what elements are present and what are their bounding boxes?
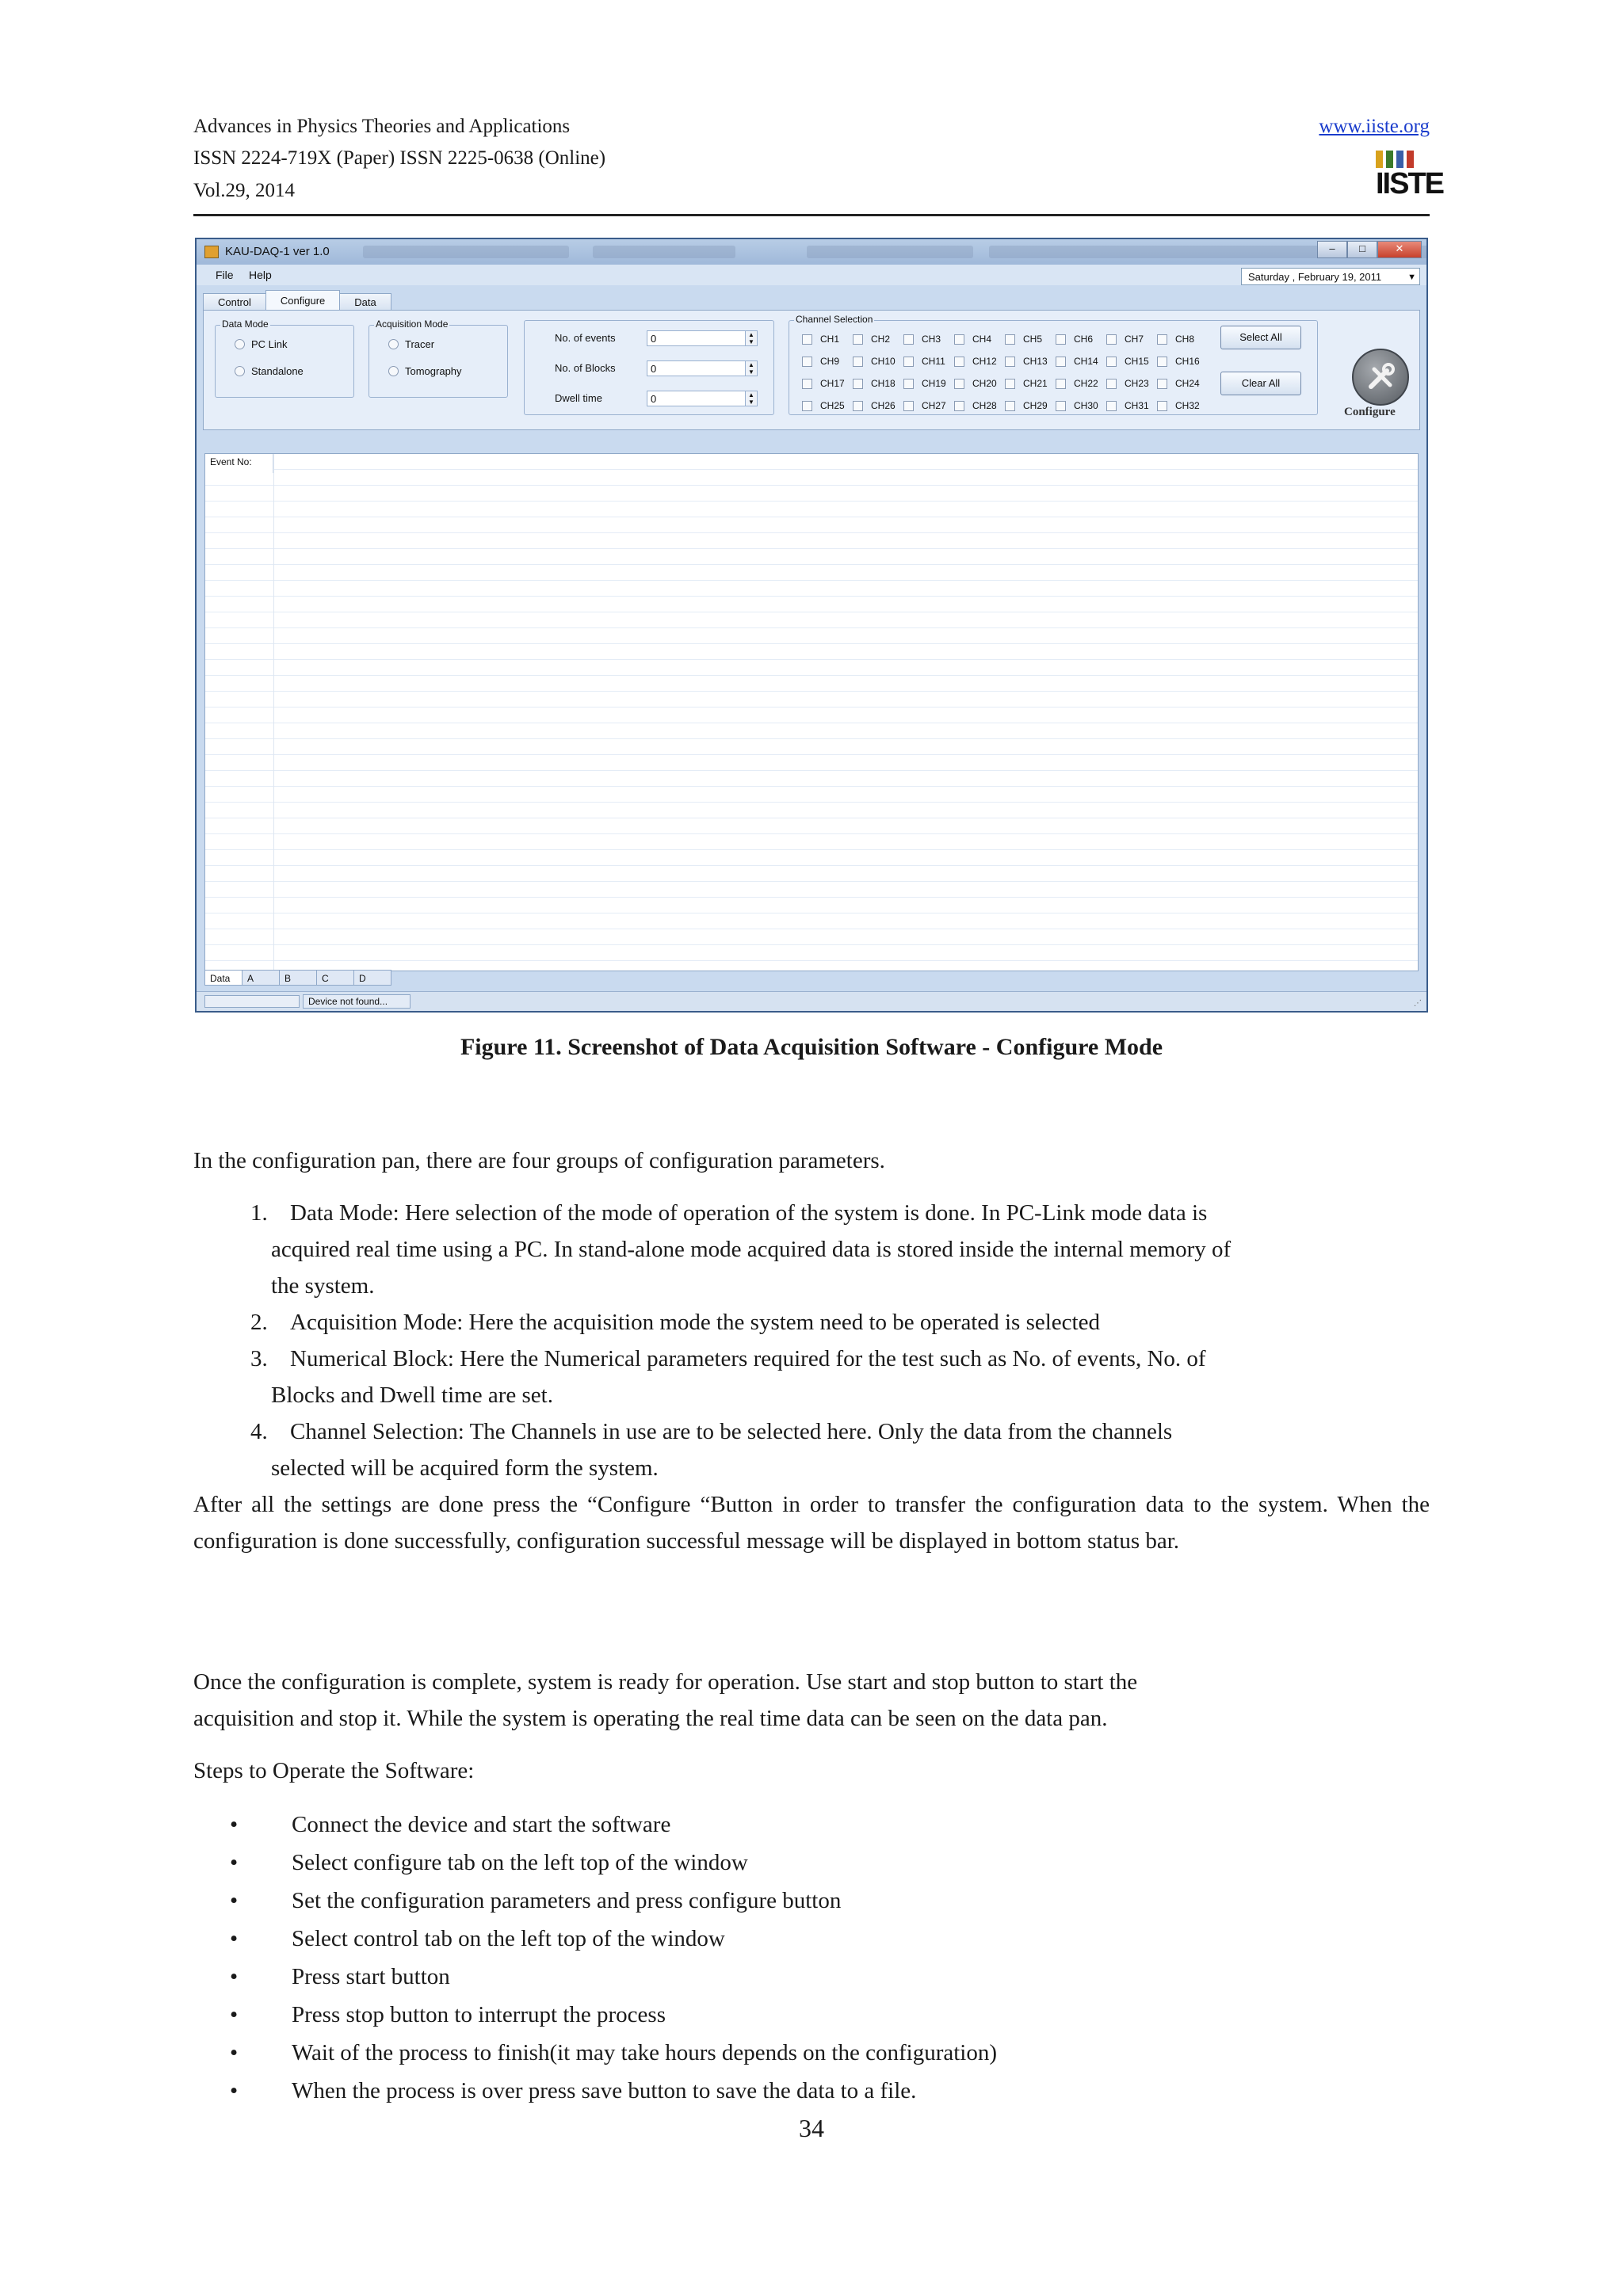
no-events-value: 0 — [651, 333, 657, 345]
issn-line: ISSN 2224-719X (Paper) ISSN 2225-0638 (Online) — [193, 147, 606, 169]
checkbox-icon — [903, 401, 914, 411]
channel-label: CH21 — [1023, 378, 1048, 389]
checkbox-icon — [802, 334, 812, 345]
channel-label: CH17 — [820, 378, 845, 389]
radio-icon — [235, 339, 245, 349]
checkbox-icon — [853, 379, 863, 389]
checkbox-icon — [1005, 379, 1015, 389]
channel-checkbox[interactable] — [1106, 354, 1157, 368]
channel-label: CH32 — [1175, 400, 1200, 411]
checkbox-icon — [802, 357, 812, 367]
channel-checkbox[interactable] — [853, 399, 903, 413]
channel-label: CH4 — [972, 334, 992, 345]
configure-label: Configure — [1344, 406, 1396, 418]
channel-checkbox[interactable] — [1157, 376, 1208, 391]
checkbox-icon — [802, 401, 812, 411]
step-text: Select configure tab on the left top of the window — [292, 1850, 748, 1875]
list-item — [250, 1413, 1423, 1486]
tab-configure[interactable]: Configure — [265, 290, 340, 311]
checkbox-icon — [1005, 357, 1015, 367]
channel-checkbox[interactable] — [954, 399, 1005, 413]
radio-tomography[interactable] — [388, 365, 462, 377]
list-text: acquired real time using a PC. In stand-alone mode acquired data is stored inside the internal memory of — [271, 1237, 1232, 1262]
radio-label: Tracer — [405, 338, 435, 350]
channel-label: CH16 — [1175, 356, 1200, 367]
checkbox-icon — [1056, 379, 1066, 389]
tab-data[interactable]: Data — [339, 293, 391, 311]
channel-label: CH24 — [1175, 378, 1200, 389]
app-icon — [204, 246, 219, 258]
channel-label: CH11 — [922, 356, 945, 367]
step-text: Press stop button to interrupt the process — [292, 2002, 666, 2027]
channel-checkbox[interactable] — [1005, 332, 1056, 346]
list-item — [250, 1341, 1423, 1413]
channel-label: CH22 — [1074, 378, 1098, 389]
checkbox-icon — [903, 357, 914, 367]
channel-label: CH19 — [922, 378, 946, 389]
radio-icon — [388, 366, 399, 376]
checkbox-icon — [1005, 401, 1015, 411]
radio-label: PC Link — [251, 338, 288, 350]
window-title: KAU-DAQ-1 ver 1.0 — [225, 245, 330, 258]
spinner-icon[interactable]: ▲ ▼ — [745, 331, 757, 345]
channel-checkbox[interactable] — [853, 376, 903, 391]
radio-standalone[interactable] — [235, 365, 304, 377]
radio-icon — [235, 366, 245, 376]
channel-checkbox[interactable] — [1106, 376, 1157, 391]
bullet-icon: • — [230, 1850, 239, 1875]
resize-grip-icon[interactable]: ⋰ — [1414, 999, 1422, 1008]
bottom-tab-d[interactable]: D — [353, 970, 391, 986]
bottom-tab-a[interactable]: A — [242, 970, 280, 986]
configure-button[interactable] — [1352, 349, 1409, 406]
checkbox-icon — [903, 379, 914, 389]
operation-paragraph-line: acquisition and stop it. While the system is operating the real time data can be seen on the data pan. — [193, 1706, 1108, 1731]
bottom-tab-c[interactable]: C — [316, 970, 354, 986]
channel-checkbox[interactable] — [802, 376, 853, 391]
bottom-tab-b[interactable]: B — [279, 970, 317, 986]
spinner-icon[interactable]: ▲ ▼ — [745, 391, 757, 406]
step-text: Connect the device and start the software — [292, 1812, 671, 1837]
checkbox-icon — [954, 379, 964, 389]
grid-column-divider — [273, 454, 274, 971]
radio-tracer[interactable] — [388, 338, 434, 350]
list-item — [230, 2035, 997, 2071]
checkbox-icon — [1106, 357, 1117, 367]
checkbox-icon — [1157, 357, 1167, 367]
list-text: Numerical Block: Here the Numerical parameters required for the test such as No. of events, No. of — [290, 1346, 1206, 1371]
channel-checkbox[interactable] — [954, 332, 1005, 346]
checkbox-icon — [802, 379, 812, 389]
step-text: Wait of the process to finish(it may take hours depends on the configuration) — [292, 2040, 997, 2065]
list-item — [230, 1806, 670, 1843]
checkbox-icon — [853, 357, 863, 367]
list-item — [230, 1882, 841, 1919]
channel-label: CH7 — [1125, 334, 1144, 345]
status-bar — [197, 991, 1426, 1011]
list-item — [230, 1997, 666, 2033]
bullet-icon: • — [230, 1812, 239, 1837]
list-item — [250, 1304, 1423, 1341]
channel-label: CH2 — [871, 334, 891, 345]
tab-control[interactable]: Control — [203, 293, 266, 311]
checkbox-icon — [853, 401, 863, 411]
channel-label: CH9 — [820, 356, 840, 367]
acquisition-mode-group — [369, 318, 508, 398]
volume-line: Vol.29, 2014 — [193, 180, 296, 201]
list-text: Channel Selection: The Channels in use are to be selected here. Only the data from the channels — [290, 1419, 1173, 1444]
list-text: the system. — [271, 1273, 375, 1299]
channel-label: CH15 — [1125, 356, 1149, 367]
numeric-group — [524, 320, 774, 415]
step-text: Select control tab on the left top of the window — [292, 1926, 725, 1951]
channel-checkbox[interactable] — [903, 399, 954, 413]
page-number: 34 — [799, 2114, 824, 2142]
no-events-field[interactable] — [647, 330, 758, 346]
channel-label: CH31 — [1125, 400, 1149, 411]
data-mode-title: Data Mode — [222, 318, 269, 330]
channel-label: CH23 — [1125, 378, 1149, 389]
channel-checkbox[interactable] — [1157, 354, 1208, 368]
no-blocks-value: 0 — [651, 363, 657, 375]
dwell-time-label: Dwell time — [555, 392, 602, 404]
channel-label: CH29 — [1023, 400, 1048, 411]
minimize-icon[interactable]: – — [1317, 241, 1347, 258]
step-text: Press start button — [292, 1964, 450, 1989]
after-settings-paragraph: After all the settings are done press the “Configure “Button in order to transfer the configuration data to the system. When the configuration is done successfully, configuration successful message will be displayed in bottom status bar. — [193, 1492, 1430, 1554]
list-text: Blocks and Dwell time are set. — [271, 1383, 553, 1408]
logo-bars — [1376, 147, 1428, 168]
main-tabs — [203, 290, 391, 311]
checkbox-icon — [903, 334, 914, 345]
status-progress-bar — [204, 995, 300, 1008]
checkbox-icon — [1056, 357, 1066, 367]
list-number: 3. — [250, 1346, 268, 1371]
select-all-button[interactable]: Select All — [1220, 326, 1301, 349]
date-value: Saturday , February 19, 2011 — [1248, 271, 1382, 283]
channel-label: CH27 — [922, 400, 946, 411]
checkbox-icon — [1106, 334, 1117, 345]
channel-checkbox[interactable] — [1056, 399, 1106, 413]
channel-checkbox[interactable] — [903, 332, 954, 346]
radio-label: Tomography — [405, 365, 462, 377]
channel-checkbox[interactable] — [1106, 332, 1157, 346]
spinner-icon[interactable]: ▲ ▼ — [745, 361, 757, 376]
journal-title: Advances in Physics Theories and Applications — [193, 116, 571, 137]
channel-checkbox[interactable] — [1157, 399, 1208, 413]
channel-label: CH14 — [1074, 356, 1098, 367]
channel-checkbox[interactable] — [802, 332, 853, 346]
step-text: When the process is over press save button to save the data to a file. — [292, 2078, 917, 2103]
dwell-time-value: 0 — [651, 393, 657, 405]
list-text: Acquisition Mode: Here the acquisition mode the system need to be operated is selected — [290, 1310, 1100, 1335]
window-controls — [1317, 241, 1422, 258]
bottom-tabs — [204, 970, 391, 987]
list-item — [230, 2073, 916, 2109]
channel-checkbox[interactable] — [1005, 376, 1056, 391]
channel-checkbox[interactable] — [802, 354, 853, 368]
channel-label: CH12 — [972, 356, 997, 367]
bullet-icon: • — [230, 1964, 239, 1989]
list-number: 1. — [250, 1200, 268, 1226]
channel-label: CH1 — [820, 334, 840, 345]
channel-grid — [802, 332, 1208, 413]
tools-icon — [1365, 361, 1396, 393]
channel-label: CH20 — [972, 378, 997, 389]
step-text: Set the configuration parameters and press configure button — [292, 1888, 842, 1913]
channel-label: CH13 — [1023, 356, 1048, 367]
menu-help[interactable]: Help — [249, 269, 272, 281]
checkbox-icon — [1157, 334, 1167, 345]
maximize-icon[interactable]: □ — [1347, 241, 1377, 258]
checkbox-icon — [954, 401, 964, 411]
channel-checkbox[interactable] — [1056, 332, 1106, 346]
radio-icon — [388, 339, 399, 349]
clear-all-button[interactable]: Clear All — [1220, 372, 1301, 395]
daq-window-screenshot — [195, 238, 1428, 1013]
channel-checkbox[interactable] — [853, 354, 903, 368]
radio-pc-link[interactable] — [235, 338, 288, 350]
channel-checkbox[interactable] — [954, 354, 1005, 368]
event-no-column-header[interactable]: Event No: — [205, 454, 273, 473]
menu-file[interactable]: File — [216, 269, 234, 281]
checkbox-icon — [1056, 401, 1066, 411]
list-text: Data Mode: Here selection of the mode of operation of the system is done. In PC-Link mode data is — [290, 1200, 1208, 1226]
checkbox-icon — [1157, 401, 1167, 411]
list-item — [230, 1958, 450, 1995]
no-blocks-field[interactable] — [647, 360, 758, 376]
channel-checkbox[interactable] — [903, 376, 954, 391]
channel-label: CH3 — [922, 334, 941, 345]
iiste-logo: IISTE — [1376, 147, 1428, 203]
list-item — [250, 1195, 1423, 1304]
channel-selection-group — [789, 314, 1318, 415]
chevron-down-icon: ▼ — [1407, 273, 1416, 282]
channel-checkbox[interactable] — [903, 354, 954, 368]
channel-label: CH10 — [871, 356, 896, 367]
no-blocks-label: No. of Blocks — [555, 362, 616, 374]
bullet-icon: • — [230, 1888, 239, 1913]
channel-checkbox[interactable] — [1157, 332, 1208, 346]
checkbox-icon — [1106, 401, 1117, 411]
header-rule — [193, 214, 1430, 216]
bullet-icon: • — [230, 2078, 239, 2103]
channel-label: CH25 — [820, 400, 845, 411]
channel-label: CH28 — [972, 400, 997, 411]
channel-label: CH18 — [871, 378, 896, 389]
close-icon[interactable]: ✕ — [1377, 241, 1422, 258]
steps-title: Steps to Operate the Software: — [193, 1758, 475, 1783]
channel-label: CH6 — [1074, 334, 1094, 345]
list-text: selected will be acquired form the system. — [271, 1455, 659, 1481]
checkbox-icon — [954, 357, 964, 367]
event-data-grid[interactable] — [204, 453, 1419, 971]
channel-checkbox[interactable] — [954, 376, 1005, 391]
dwell-time-field[interactable] — [647, 391, 758, 406]
bullet-icon: • — [230, 2002, 239, 2027]
checkbox-icon — [1005, 334, 1015, 345]
operation-paragraph-line: Once the configuration is complete, system is ready for operation. Use start and stop button to start the — [193, 1669, 1138, 1695]
channel-checkbox[interactable] — [853, 332, 903, 346]
channel-selection-title: Channel Selection — [796, 314, 873, 325]
list-number: 2. — [250, 1310, 268, 1335]
checkbox-icon — [853, 334, 863, 345]
data-mode-group — [215, 318, 354, 398]
channel-label: CH5 — [1023, 334, 1043, 345]
date-picker[interactable] — [1241, 268, 1420, 285]
list-number: 4. — [250, 1419, 268, 1444]
checkbox-icon — [954, 334, 964, 345]
channel-checkbox[interactable] — [1056, 354, 1106, 368]
checkbox-icon — [1056, 334, 1066, 345]
acquisition-mode-title: Acquisition Mode — [376, 318, 449, 330]
channel-checkbox[interactable] — [1005, 354, 1056, 368]
channel-checkbox[interactable] — [802, 399, 853, 413]
journal-website-link[interactable]: www.iiste.org — [1319, 116, 1430, 137]
configure-panel — [203, 310, 1420, 430]
channel-label: CH26 — [871, 400, 896, 411]
figure-caption: Figure 11. Screenshot of Data Acquisition Software - Configure Mode — [460, 1034, 1163, 1060]
radio-label: Standalone — [251, 365, 304, 377]
channel-label: CH8 — [1175, 334, 1195, 345]
intro-paragraph: In the configuration pan, there are four groups of configuration parameters. — [193, 1148, 885, 1173]
checkbox-icon — [1106, 379, 1117, 389]
channel-checkbox[interactable] — [1056, 376, 1106, 391]
channel-checkbox[interactable] — [1005, 399, 1056, 413]
channel-label: CH30 — [1074, 400, 1098, 411]
checkbox-icon — [1157, 379, 1167, 389]
window-titlebar — [197, 239, 1426, 265]
bullet-icon: • — [230, 1926, 239, 1951]
no-events-label: No. of events — [555, 332, 616, 344]
list-item — [230, 1920, 725, 1957]
bullet-icon: • — [230, 2040, 239, 2065]
bottom-tab-data[interactable]: Data — [204, 970, 242, 986]
list-item — [230, 1844, 748, 1881]
status-message: Device not found... — [303, 994, 411, 1009]
channel-checkbox[interactable] — [1106, 399, 1157, 413]
